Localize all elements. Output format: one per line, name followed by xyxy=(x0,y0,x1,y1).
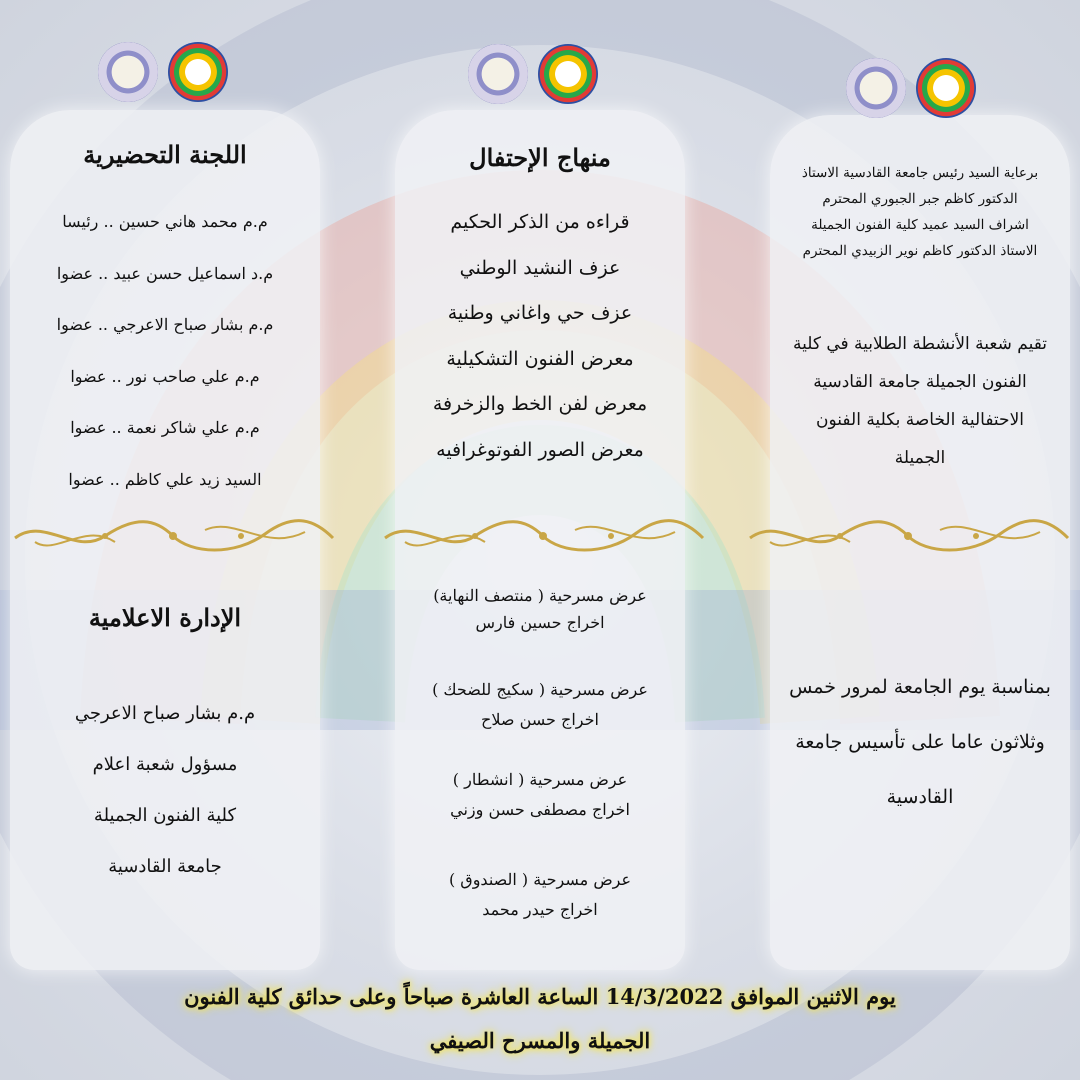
committee-member: م.م محمد هاني حسين .. رئيسا xyxy=(62,212,268,231)
patronage-line: برعاية السيد رئيس جامعة القادسية الاستاذ xyxy=(801,165,1039,181)
play-director: اخراج حيدر محمد xyxy=(482,900,598,919)
program-item: معرض الفنون التشكيلية xyxy=(446,347,634,370)
program-item: معرض الصور الفوتوغرافيه xyxy=(436,438,644,461)
committee-list xyxy=(10,196,320,505)
committee-title: اللجنة التحضيرية xyxy=(83,140,247,169)
organizer-line: الفنون الجميلة جامعة القادسية xyxy=(813,372,1027,392)
middle-logos xyxy=(468,44,598,104)
play-title: عرض مسرحية ( سكيج للضحك ) xyxy=(432,680,648,699)
committee-member: السيد زيد علي كاظم .. عضوا xyxy=(68,469,262,489)
program-item: عزف حي واغاني وطنية xyxy=(447,302,633,324)
committee-member: م.د اسماعيل حسن عبيد .. عضوا xyxy=(56,263,274,283)
play-block xyxy=(395,765,685,825)
play-block xyxy=(395,865,685,925)
media-line: جامعة القادسية xyxy=(108,856,222,877)
play-block xyxy=(395,582,685,636)
university-logo-icon xyxy=(98,42,158,102)
play-title: عرض مسرحية ( انشطار ) xyxy=(452,770,628,789)
gold-ornament-icon xyxy=(740,512,1075,560)
organizer-line: الجميلة xyxy=(894,448,946,468)
organizer-line: تقيم شعبة الأنشطة الطلابية في كلية xyxy=(792,334,1048,354)
patronage-line: اشراف السيد عميد كلية الفنون الجميلة xyxy=(811,217,1029,233)
play-title: عرض مسرحية ( الصندوق ) xyxy=(448,870,632,889)
program-item: معرض لفن الخط والزخرفة xyxy=(432,393,648,415)
footer-line: الجميلة والمسرح الصيفي xyxy=(429,1028,651,1053)
program-list xyxy=(395,200,685,473)
occasion-block xyxy=(775,660,1065,825)
organizer-line: الاحتفالية الخاصة بكلية الفنون xyxy=(816,410,1024,430)
program-title: منهاج الإحتفال xyxy=(469,143,611,172)
gold-ornament-icon xyxy=(375,512,710,560)
right-logos xyxy=(846,58,976,118)
organizer-block xyxy=(775,325,1065,477)
fine-arts-logo-icon xyxy=(168,42,228,102)
program-item: عزف النشيد الوطني xyxy=(459,256,621,279)
committee-member: م.م بشار صباح الاعرجي .. عضوا xyxy=(56,315,274,334)
fine-arts-logo-icon xyxy=(916,58,976,118)
media-title: الإدارة الاعلامية xyxy=(88,603,242,632)
patronage-line: الدكتور كاظم جبر الجبوري المحترم xyxy=(822,191,1018,207)
gold-ornament-icon xyxy=(5,512,340,560)
program-item: قراءه من الذكر الحكيم xyxy=(450,211,630,233)
occasion-line: بمناسبة يوم الجامعة لمرور خمس xyxy=(789,676,1051,698)
patronage-block xyxy=(775,160,1065,264)
play-director: اخراج حسن صلاح xyxy=(481,710,599,729)
fine-arts-logo-icon xyxy=(538,44,598,104)
occasion-line: وثلاثون عاما على تأسيس جامعة xyxy=(795,731,1045,753)
left-logos xyxy=(98,42,228,102)
play-director: اخراج حسين فارس xyxy=(475,613,605,632)
footer-date-venue xyxy=(40,975,1040,1063)
play-title: عرض مسرحية ( منتصف النهاية) xyxy=(433,586,647,605)
patronage-line: الاستاذ الدكتور كاظم نوير الزبيدي المحترم xyxy=(802,243,1038,259)
university-logo-icon xyxy=(468,44,528,104)
play-block xyxy=(395,675,685,735)
university-logo-icon xyxy=(846,58,906,118)
occasion-line: القادسية xyxy=(886,786,954,808)
committee-member: م.م علي شاكر نعمة .. عضوا xyxy=(70,418,260,437)
media-line: مسؤول شعبة اعلام xyxy=(92,754,238,775)
media-list xyxy=(10,688,320,892)
play-director: اخراج مصطفى حسن وزني xyxy=(450,800,630,819)
committee-member: م.م علي صاحب نور .. عضوا xyxy=(70,366,260,386)
footer-line: يوم الاثنين الموافق 14/3/2022 الساعة العاشرة صباحاً وعلى حدائق كلية الفنون xyxy=(184,984,896,1009)
media-line: كلية الفنون الجميلة xyxy=(93,805,237,826)
media-line: م.م بشار صباح الاعرجي xyxy=(74,703,256,724)
